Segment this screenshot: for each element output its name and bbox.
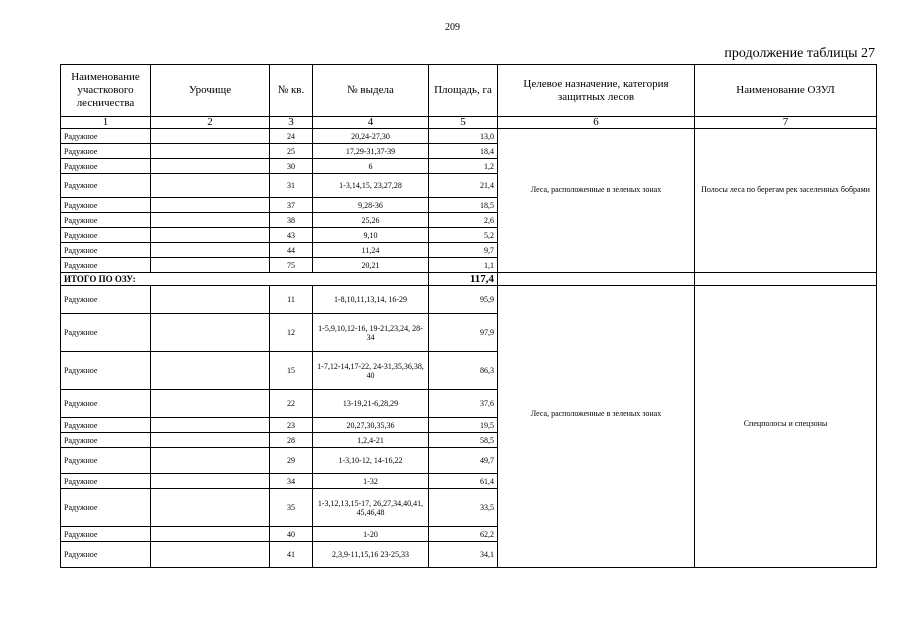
- forestry-cell: Радужное: [61, 314, 151, 352]
- area-cell: 58,5: [429, 433, 498, 448]
- column-number: 4: [313, 117, 429, 129]
- area-cell: 37,6: [429, 390, 498, 418]
- header-purpose: Целевое назначение, категория защитных лесов: [498, 65, 695, 117]
- area-cell: 61,4: [429, 474, 498, 489]
- ozul-cell: Спецполосы и спецзоны: [695, 286, 877, 568]
- plot-cell: 1-5,9,10,12-16, 19-21,23,24, 28-34: [313, 314, 429, 352]
- tract-cell: [151, 129, 270, 144]
- quarter-cell: 38: [270, 213, 313, 228]
- forestry-cell: Радужное: [61, 198, 151, 213]
- tract-cell: [151, 286, 270, 314]
- plot-cell: 25,26: [313, 213, 429, 228]
- tract-cell: [151, 258, 270, 273]
- quarter-cell: 40: [270, 527, 313, 542]
- forest-table: [60, 64, 877, 568]
- tract-cell: [151, 489, 270, 527]
- tract-cell: [151, 352, 270, 390]
- forestry-cell: Радужное: [61, 474, 151, 489]
- area-cell: 13,0: [429, 129, 498, 144]
- header-forestry: Наименование участкового лесничества: [61, 65, 151, 117]
- tract-cell: [151, 527, 270, 542]
- area-cell: 1,2: [429, 159, 498, 174]
- plot-cell: 1-7,12-14,17-22, 24-31,35,36,38, 40: [313, 352, 429, 390]
- total-row: [61, 273, 877, 286]
- column-number: 5: [429, 117, 498, 129]
- area-cell: 49,7: [429, 448, 498, 474]
- forestry-cell: Радужное: [61, 448, 151, 474]
- quarter-cell: 44: [270, 243, 313, 258]
- forestry-cell: Радужное: [61, 352, 151, 390]
- forestry-cell: Радужное: [61, 433, 151, 448]
- area-cell: 21,4: [429, 174, 498, 198]
- plot-cell: 20,24-27,30: [313, 129, 429, 144]
- forestry-cell: Радужное: [61, 243, 151, 258]
- total-empty-cell: [695, 273, 877, 286]
- quarter-cell: 22: [270, 390, 313, 418]
- plot-cell: 1-3,12,13,15-17, 26,27,34,40,41, 45,46,48: [313, 489, 429, 527]
- tract-cell: [151, 228, 270, 243]
- tract-cell: [151, 213, 270, 228]
- plot-cell: 20,21: [313, 258, 429, 273]
- plot-cell: 20,27,30,35,36: [313, 418, 429, 433]
- tract-cell: [151, 418, 270, 433]
- plot-cell: 1-32: [313, 474, 429, 489]
- tract-cell: [151, 314, 270, 352]
- quarter-cell: 15: [270, 352, 313, 390]
- column-number: 3: [270, 117, 313, 129]
- area-cell: 9,7: [429, 243, 498, 258]
- plot-cell: 1-8,10,11,13,14, 16-29: [313, 286, 429, 314]
- total-block: [61, 273, 877, 286]
- area-cell: 62,2: [429, 527, 498, 542]
- forestry-cell: Радужное: [61, 159, 151, 174]
- tract-cell: [151, 474, 270, 489]
- ozul-cell: Полосы леса по берегам рек заселенных бобрами: [695, 129, 877, 273]
- block-1: [61, 129, 877, 273]
- quarter-cell: 31: [270, 174, 313, 198]
- area-cell: 1,1: [429, 258, 498, 273]
- header-area: Площадь, га: [429, 65, 498, 117]
- table-continuation-label: продолжение таблицы 27: [724, 46, 875, 61]
- area-cell: 18,4: [429, 144, 498, 159]
- forestry-cell: Радужное: [61, 489, 151, 527]
- total-area: 117,4: [429, 273, 498, 286]
- area-cell: 18,5: [429, 198, 498, 213]
- quarter-cell: 23: [270, 418, 313, 433]
- block-2: [61, 286, 877, 568]
- column-number: 6: [498, 117, 695, 129]
- plot-cell: 9,10: [313, 228, 429, 243]
- column-number-row: [61, 117, 877, 129]
- plot-cell: 13-19,21-6,28,29: [313, 390, 429, 418]
- plot-cell: 1,2,4-21: [313, 433, 429, 448]
- column-number: 1: [61, 117, 151, 129]
- header-plot: № выдела: [313, 65, 429, 117]
- column-number: 2: [151, 117, 270, 129]
- forestry-cell: Радужное: [61, 144, 151, 159]
- forestry-cell: Радужное: [61, 527, 151, 542]
- plot-cell: 11,24: [313, 243, 429, 258]
- area-cell: 5,2: [429, 228, 498, 243]
- header-ozul: Наименование ОЗУЛ: [695, 65, 877, 117]
- area-cell: 2,6: [429, 213, 498, 228]
- header-quarter: № кв.: [270, 65, 313, 117]
- forestry-cell: Радужное: [61, 286, 151, 314]
- plot-cell: 1-3,14,15, 23,27,28: [313, 174, 429, 198]
- area-cell: 97,9: [429, 314, 498, 352]
- forestry-cell: Радужное: [61, 174, 151, 198]
- table-row: [61, 129, 877, 144]
- tract-cell: [151, 144, 270, 159]
- header-tract: Урочище: [151, 65, 270, 117]
- tract-cell: [151, 198, 270, 213]
- plot-cell: 9,28-36: [313, 198, 429, 213]
- forestry-cell: Радужное: [61, 213, 151, 228]
- quarter-cell: 12: [270, 314, 313, 352]
- header-row: [61, 65, 877, 117]
- quarter-cell: 24: [270, 129, 313, 144]
- quarter-cell: 25: [270, 144, 313, 159]
- tract-cell: [151, 433, 270, 448]
- quarter-cell: 37: [270, 198, 313, 213]
- plot-cell: 17,29-31,37-39: [313, 144, 429, 159]
- forestry-cell: Радужное: [61, 228, 151, 243]
- area-cell: 19,5: [429, 418, 498, 433]
- forestry-cell: Радужное: [61, 542, 151, 568]
- plot-cell: 1-3,10-12, 14-16,22: [313, 448, 429, 474]
- tract-cell: [151, 174, 270, 198]
- tract-cell: [151, 448, 270, 474]
- plot-cell: 2,3,9-11,15,16 23-25,33: [313, 542, 429, 568]
- total-label: ИТОГО ПО ОЗУ:: [61, 273, 429, 286]
- tract-cell: [151, 390, 270, 418]
- quarter-cell: 35: [270, 489, 313, 527]
- tract-cell: [151, 159, 270, 174]
- area-cell: 95,9: [429, 286, 498, 314]
- area-cell: 34,1: [429, 542, 498, 568]
- quarter-cell: 28: [270, 433, 313, 448]
- purpose-cell: Леса, расположенные в зеленых зонах: [498, 129, 695, 273]
- forestry-cell: Радужное: [61, 390, 151, 418]
- purpose-cell: Леса, расположенные в зеленых зонах: [498, 286, 695, 568]
- page-number: 209: [445, 22, 460, 33]
- forestry-cell: Радужное: [61, 258, 151, 273]
- table-row: [61, 286, 877, 314]
- quarter-cell: 41: [270, 542, 313, 568]
- plot-cell: 6: [313, 159, 429, 174]
- quarter-cell: 30: [270, 159, 313, 174]
- quarter-cell: 29: [270, 448, 313, 474]
- quarter-cell: 11: [270, 286, 313, 314]
- quarter-cell: 75: [270, 258, 313, 273]
- total-empty-cell: [498, 273, 695, 286]
- plot-cell: 1-20: [313, 527, 429, 542]
- forestry-cell: Радужное: [61, 129, 151, 144]
- quarter-cell: 43: [270, 228, 313, 243]
- column-number: 7: [695, 117, 877, 129]
- forestry-cell: Радужное: [61, 418, 151, 433]
- tract-cell: [151, 243, 270, 258]
- tract-cell: [151, 542, 270, 568]
- area-cell: 33,5: [429, 489, 498, 527]
- area-cell: 86,3: [429, 352, 498, 390]
- quarter-cell: 34: [270, 474, 313, 489]
